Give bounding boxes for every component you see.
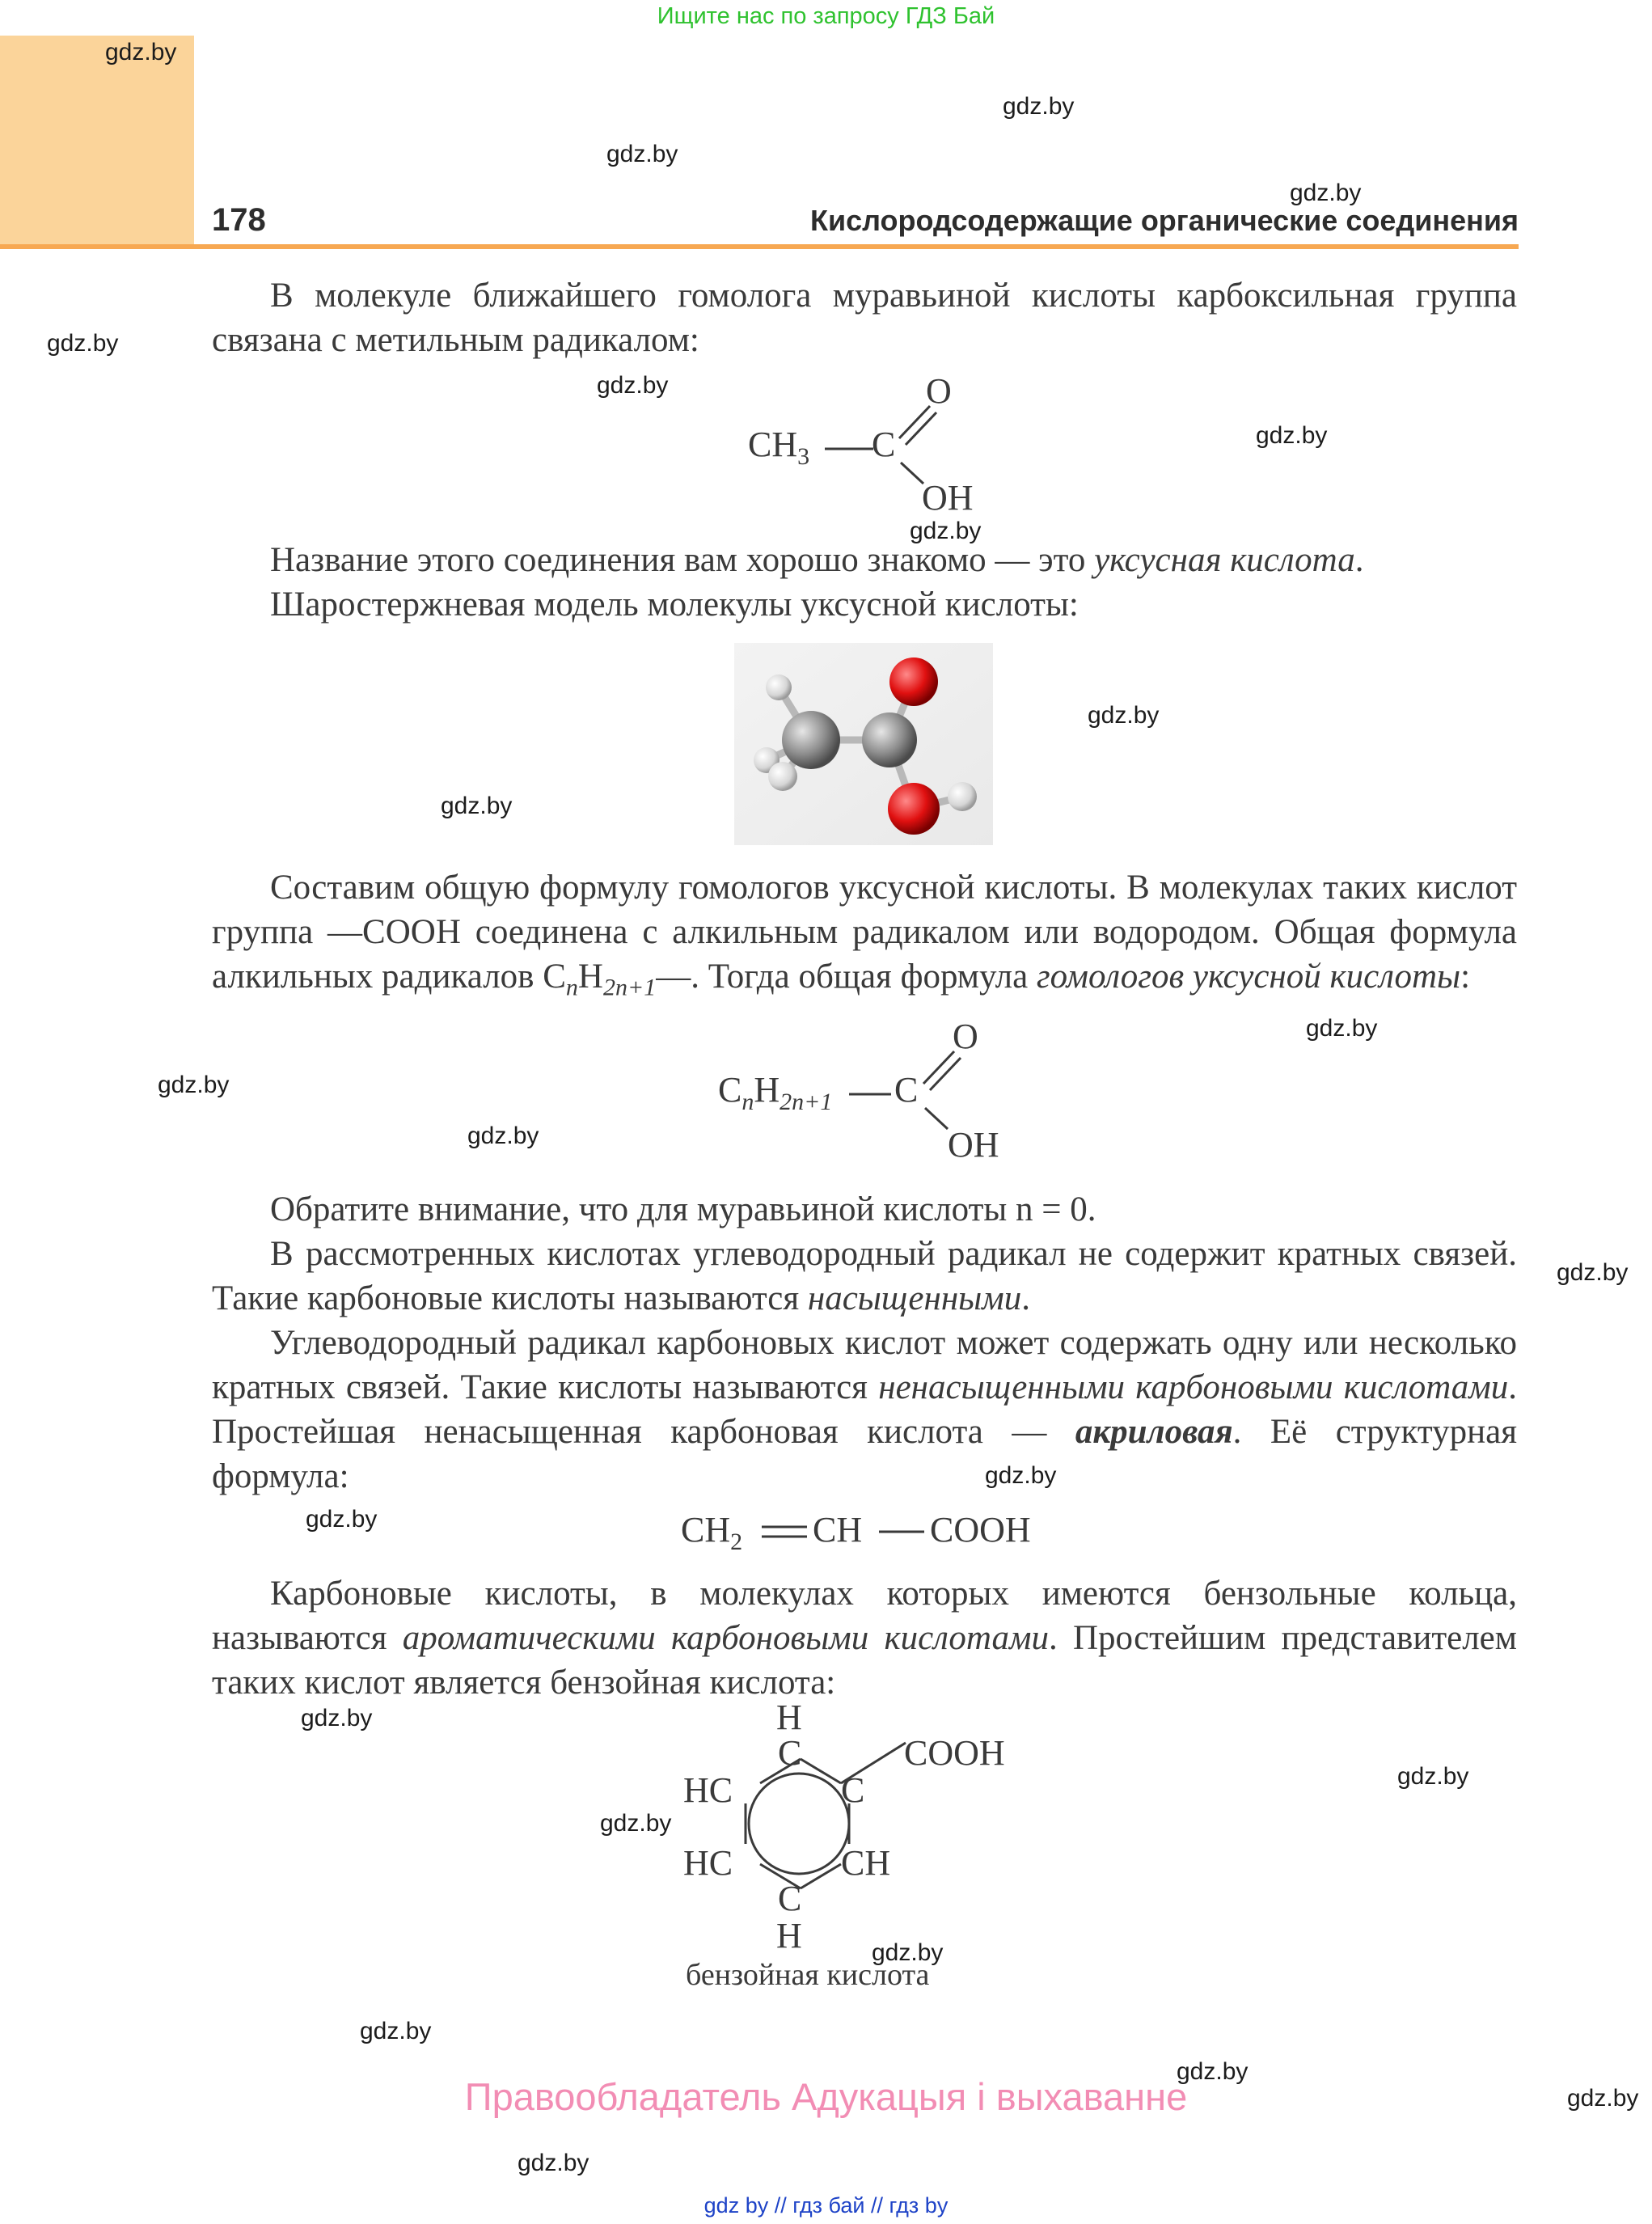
header-rule [0,244,1519,249]
watermark: gdz.by [606,141,678,167]
formula-ch: CH [813,1510,863,1550]
bottom-link[interactable]: gdz by [703,2193,769,2218]
paragraph-2: Название этого соединения вам хорошо знакомо — это уксусная кислота. [270,541,1364,579]
benzoic-caption: бензойная кислота [686,1958,930,1992]
bottom-link[interactable]: гдз by [889,2193,949,2218]
paragraph-3: Шаростержневая модель молекулы уксусной кислоты: [270,586,1079,624]
formula-cnh2n1: $C_nH_{2n+1}$ [718,1070,833,1115]
watermark: gdz.by [872,1939,944,1966]
ring-h-bottom: H [776,1916,802,1956]
watermark: gdz.by [1567,2085,1639,2112]
formula-c: C [894,1070,919,1110]
paragraph-6: В рассмотренных кислотах углеводородный радикал не содержит кратных связей. Такие карбоновые кислоты называются насыщенными. [212,1235,1517,1317]
ring-hc-2: HC [683,1843,733,1883]
ring-c-bottom: C [778,1879,802,1918]
formula-oh: OH [948,1125,999,1165]
ring-cooh: COOH [904,1733,1005,1773]
ring-c-right: C [841,1770,865,1810]
watermark: gdz.by [1088,702,1160,729]
bottom-link[interactable]: гдз бай [792,2193,865,2218]
watermark: gdz.by [301,1705,373,1731]
ring-h-top: H [776,1698,802,1737]
page-number: 178 [212,202,266,238]
chapter-title: Кислородсодержащие органические соединения [809,204,1519,237]
watermark: gdz.by [1003,93,1075,120]
top-banner[interactable]: Ищите нас по запросу ГДЗ Бай [657,3,995,29]
ring-hc-1: HC [683,1770,733,1810]
formula-o: O [926,371,952,411]
link-separator: // [774,2193,787,2218]
bottom-links [0,2193,1652,2218]
watermark: gdz.by [1397,1763,1469,1790]
formula-c: C [872,425,896,464]
link-separator: // [871,2193,884,2218]
watermark: gdz.by [1177,2058,1249,2085]
watermark: gdz.by [1290,180,1362,206]
watermark: gdz.by [105,39,177,66]
formula-cooh: COOH [930,1510,1031,1550]
formula-ch2: $CH_2$ [681,1510,743,1555]
paragraph-1: В молекуле ближайшего гомолога муравьиной кислоты карбоксильная группа связана с метильным радикалом: [212,277,1517,359]
watermark: gdz.by [441,793,513,819]
watermark: gdz.by [1256,422,1328,449]
watermark: gdz.by [600,1810,672,1837]
page-corner-tab [0,36,194,246]
paragraph-5: Обратите внимание, что для муравьиной кислоты n = 0. [270,1190,1096,1228]
paragraph-4: Составим общую формулу гомологов уксусной кислоты. В молекулах таких кислот группа —COOH соединена с алкильным радикалом или водородом. Общая формула алкильных радикалов $C_nH_{2n+1}—$. Тогда общая формула гомологов уксусной кислоты: [212,869,1517,1001]
paragraph-7: Углеводородный радикал карбоновых кислот может содержать одну или несколько кратных связей. Такие кислоты называются ненасыщенными карбоновыми кислотами. Простейшая ненасыщенная карбоновая кислота — акриловая. Её структурная формула: [212,1324,1517,1495]
copyright-footer: Правообладатель Адукацыя і выхаванне [464,2075,1188,2118]
molecule-model-image [734,643,993,845]
watermark: gdz.by [1557,1259,1629,1286]
watermark: gdz.by [47,330,119,357]
watermark: gdz.by [518,2150,589,2176]
watermark: gdz.by [597,372,669,399]
watermark: gdz.by [1306,1015,1378,1042]
formula-o: O [953,1017,978,1056]
watermark: gdz.by [360,2018,432,2044]
watermark: gdz.by [467,1123,539,1149]
formula-ch3: $CH_3$ [748,425,810,470]
single-bond [877,1520,926,1545]
ring-ch-right: CH [841,1843,891,1883]
formula-oh: OH [922,478,974,518]
paragraph-8: Карбоновые кислоты, в молекулах которых имеются бензольные кольца, называются ароматическими карбоновыми кислотами. Простейшим представителем таких кислот является бензойная кислота: [212,1575,1517,1702]
double-bond [760,1520,809,1545]
watermark: gdz.by [910,518,982,544]
watermark: gdz.by [306,1506,378,1533]
watermark: gdz.by [158,1072,230,1098]
watermark: gdz.by [985,1462,1057,1489]
ring-c-top: C [778,1733,802,1773]
